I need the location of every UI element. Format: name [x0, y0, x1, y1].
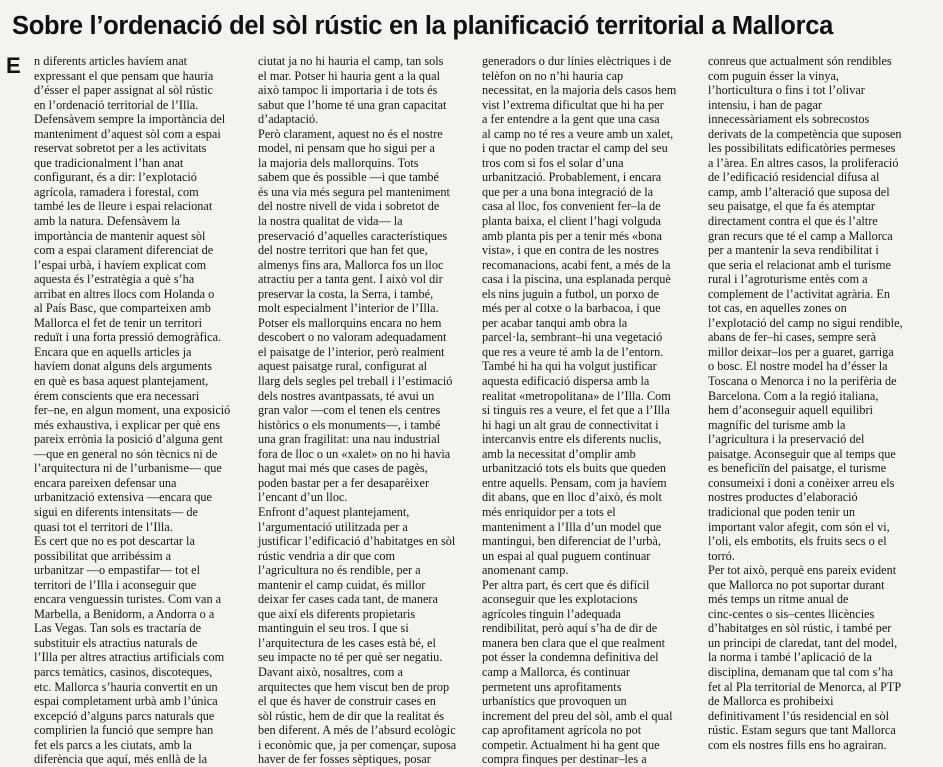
article-text-line: que així els diferents propietaris [258, 606, 416, 621]
article-text-line: de Mallorca es prohibeixi [708, 694, 834, 709]
article-text-line: en què es basa aquest plantejament, [34, 374, 209, 389]
article-text-line: intercanvis entre els diferents nuclis, [482, 432, 662, 447]
article-text-line: gran recurs que té el camp a Mallorca [708, 228, 893, 243]
article-text-line: l’arquitectura ni de l’urbanisme— que [34, 461, 222, 476]
article-text-line: atractiu per a tanta gent. I això vol dir [258, 272, 443, 287]
article-text-line: més enriquidor per a tots el [482, 504, 616, 519]
article-text-line: més temps un ritme anual de [708, 592, 849, 607]
article-text-line: paisatge. Aconseguir que al temps que [708, 446, 896, 461]
article-text-line: del nostre nivell de vida i sobretot de [258, 199, 440, 214]
article-text-line: entre aquells. Pensam, com ja havíem [482, 475, 667, 490]
article-text-line: descobert o no valoram adequadament [258, 330, 447, 345]
article-text-line: l’oli, els embotits, els fruits secs o el [708, 534, 887, 549]
article-text-line: nostres productes d’elaboració [708, 490, 858, 505]
article-text-line: això tampoc li importaria i de tots és [258, 83, 438, 98]
article-text-line: que tradicionalment l’han anat [34, 155, 184, 170]
article-text-line: camp, amb l’alteració que suposa del [708, 184, 890, 199]
article-text-line: Es cert que no es pot descartar la [34, 534, 195, 549]
article-text-line: com a espai clarament diferenciat de [34, 243, 214, 258]
article-text-line: directament contra el que és l’altre [708, 214, 878, 229]
article-column-1 [34, 54, 258, 767]
article-text-line: el mar. Potser hi hauria gent a la qual [258, 68, 440, 83]
article-text-line: érem conscients que era necessari [34, 388, 200, 403]
article-text-line: l’espai urbà, i havíem explicat com [34, 257, 207, 272]
article-text-line: hem d’aconseguir aquell equilibri [708, 403, 873, 418]
article-text-line: També hi ha qui ha volgut justificar [482, 359, 657, 374]
article-text-line: planta baixa, el client l’hagi volguda [482, 214, 661, 229]
article-text-line: ciutat ja no hi hauria el camp, tan sols [258, 54, 444, 68]
article-text-line: els nins juguin a futbol, un porxo de [482, 286, 659, 301]
article-text-line: urbanització tots els buits que queden [482, 461, 667, 476]
article-text-line: pot ésser la condemna definitiva del [482, 650, 659, 665]
article-text-line: fet els parcs a les ciutats, amb la [34, 737, 192, 752]
article-text-line: millor deixar–los per a guaret, garriga [708, 344, 894, 359]
article-text-line: l’encant d’un lloc. [258, 490, 348, 505]
article-text-line: havíem donat alguns dels arguments [34, 359, 213, 374]
article-text-line: l’Illa per altres atractius artificials com [34, 650, 225, 665]
article-text-line: magnífic del turisme amb la [708, 417, 846, 432]
article-text-line: és una via més segura pel manteniment [258, 184, 450, 199]
article-text-line: Marbella, a Benidorm, a Andorra o a [34, 606, 215, 621]
article-column-3 [482, 54, 706, 767]
article-text-line: com puguin ésser la vinya, [708, 68, 839, 83]
article-text-line: —que en general no són tècnics ni de [34, 446, 218, 461]
article-text-line: excepció d’alguns parcs naturals que [34, 708, 215, 723]
article-text-line: l’argumentació utilitzada per a [258, 519, 408, 534]
article-text-line: sabem que és possible —i que també [258, 170, 439, 185]
article-text-line: recomanacions, acabi fent, a més de la [482, 257, 671, 272]
article-column-2 [258, 54, 482, 767]
article-text-line: aconseguir que les explotacions [482, 592, 638, 607]
article-text-line: seu paisatge, el que fa és atemptar [708, 199, 876, 214]
article-text-line: Barcelona. Com a la regió italiana, [708, 388, 879, 403]
article-text-line: si tinguis res a veure, el fet que a l’Illa [482, 403, 670, 418]
article-text-line: encara venguessin turistes. Com van a [34, 592, 222, 607]
article-text-line: Davant això, nosaltres, com a [258, 664, 403, 679]
article-text-line: un principi de claredat, tant del model, [708, 635, 898, 650]
article-text-line: Defensàvem sempre la importància del [34, 112, 226, 127]
article-text-line: diferència que aquí, més enllà de la [34, 752, 208, 767]
article-text-line: un espai al qual puguem continuar [482, 548, 651, 563]
article-text-line: llarg dels segles pel treball i l’estimació [258, 374, 453, 389]
article-text-line: competir. Actualment hi ha gent que [482, 737, 660, 752]
article-text-line: aquest paisatge rural, configurat al [258, 359, 428, 374]
article-text-line: Encara que en aquells articles ja [34, 344, 192, 359]
article-text-line: etc. Mallorca s’hauria convertit en un [34, 679, 218, 694]
article-text-line: quasi tot el territori de l’Illa. [34, 519, 173, 534]
article-text-line: necessitat, en la majoria dels casos hem [482, 83, 677, 98]
article-text-line: molt especialment l’interior de l’Illa. [258, 301, 439, 316]
article-text-line: important valor afegit, com són el vi, [708, 519, 890, 534]
article-text-line: mantinguin el seu tros. I que si [258, 621, 409, 636]
article-text-line: històrics o els monuments—, i també [258, 417, 441, 432]
article-text-line: reservat sobretot per a les activitats [34, 141, 207, 156]
article-text-line: a l’àrea. En altres casos, la proliferació [708, 155, 899, 170]
article-text-line: vista», i que en contra de les nostres [482, 243, 659, 258]
article-text-line: amb la necessitat d’omplir amb [482, 446, 636, 461]
article-text-line: urbanització extensiva —encara que [34, 490, 212, 505]
article-text-line: l’agricultura no és rendible, per a [258, 563, 421, 578]
article-text-line: rústic. Estam segurs que tant Mallorca [708, 723, 896, 738]
article-text-line: increment del preu del sòl, amb el qual [482, 708, 673, 723]
article-text-line: urbanístics que provoquen un [482, 694, 627, 709]
article-text-line: territori de l’Illa i aconseguir que [34, 577, 197, 592]
article-text-line: l’arquitectura de les cases està bé, el [258, 635, 436, 650]
article-text-line: arquitectes que hem viscut ben de prop [258, 679, 450, 694]
article-text-line: que seria el relacionat amb el turisme [708, 257, 891, 272]
article-text-line: justificar l’edificació d’habitatges en sòl [258, 534, 456, 549]
article-text-line: abans de fer–hi cases, sempre serà [708, 330, 877, 345]
article-text-line: Las Vegas. Tan sols es tractaria de [34, 621, 202, 636]
article-text-line: urbanització. Probablement, i encara [482, 170, 662, 185]
article-text-line: disciplina, demanam que tal com s’ha [708, 664, 894, 679]
article-text-line: es beneficiïn del paisatge, el turisme [708, 461, 887, 476]
article-text-line: parcs temàtics, casinos, discoteques, [34, 664, 213, 679]
article-text-line: sabut que l’home té una gran capacitat [258, 97, 447, 112]
article-text-line: n diferents articles havíem anat [34, 54, 188, 68]
article-text-line: cap aprofitament agrícola no pot [482, 723, 642, 738]
article-text-line: deixar fer cases cada tant, de manera [258, 592, 438, 607]
article-text-line: d’adaptació. [258, 112, 319, 127]
article-text-line: configurant, és a dir: l’explotació [34, 170, 197, 185]
article-text-line: que res a veure té amb la de l’entorn. [482, 344, 664, 359]
article-text-line: reduït i una forta pressió demogràfica. [34, 330, 222, 345]
article-text-line: hagut mai més que cases de pagès, [258, 461, 428, 476]
article-text-line: l’horticultura o fins i tot l’olivar [708, 83, 865, 98]
article-text-line: a fer entendre a la gent que una casa [482, 112, 660, 127]
article-text-line: seu impacte no té per què ser negatiu. [258, 650, 443, 665]
article-text-line: per acabar tanqui amb obra la [482, 315, 628, 330]
article-text-line: urbanitzar —o empastifar— tot el [34, 563, 200, 578]
article-text-line: innecessàriament els sobrecostos [708, 112, 870, 127]
article-text-line: torró. [708, 548, 735, 563]
article-text-line: cinc-centes o sis–centes llicències [708, 606, 875, 621]
article-text-line: almenys fins ara, Mallorca fos un lloc [258, 257, 444, 272]
article-text-line: definitivament l’ús residencial en sòl [708, 708, 889, 723]
article-text-line: d’ésser el paper assignat al sòl rústic [34, 83, 213, 98]
article-text-line: Mallorca el fet de tenir un territori [34, 315, 203, 330]
article-text-line: Per altra part, és cert que és difícil [482, 577, 650, 592]
article-text-line: manteniment d’aquest sòl com a espai [34, 126, 221, 141]
article-text-line: rendibilitat, però aquí s’ha de dir de [482, 621, 658, 636]
article-text-line: tradicional que poden tenir un [708, 504, 855, 519]
article-text-line: derivats de la competència que suposen [708, 126, 902, 141]
headline: Sobre l’ordenació del sòl rústic en la planificació territorial a Mallorca [12, 12, 833, 40]
article-text-line: espai completament urbà amb l’única [34, 694, 218, 709]
article-text-line: substituir els atractius naturals de [34, 635, 198, 650]
article-text-line: gran valor —com el tenen els centres [258, 403, 441, 418]
article-text-line: parcel·la, sembrant–hi una vegetació [482, 330, 663, 345]
article-text-line: la majoria dels mallorquins. Tots [258, 155, 419, 170]
article-text-line: i econòmic que, ja per començar, suposa [258, 737, 457, 752]
article-text-line: per a mantenir la seva rendibilitat i [708, 243, 879, 258]
article-text-line: sigui en diferents intensitats— de [34, 504, 198, 519]
article-text-line: tot cas, en aquelles zones on [708, 301, 847, 316]
article-text-line: aquesta és l’estratègia a què s’ha [34, 272, 195, 287]
article-text-line: complement de l’activitat agrària. En [708, 286, 890, 301]
article-text-line: Potser els mallorquins encara no hem [258, 315, 442, 330]
article-text-line: dit abans, que en lloc d’això, és molt [482, 490, 662, 505]
article-text-line: importància de mantenir aquest sòl [34, 228, 206, 243]
article-text-line: preservar la costa, la Serra, i també, [258, 286, 434, 301]
article-text-line: possibilitat que arribéssim a [34, 548, 172, 563]
article-column-4 [708, 54, 934, 752]
article-text-line: el paisatge de l’interior, però realment [258, 344, 445, 359]
article-text-line: fer–ne, en algun moment, una exposició [34, 403, 231, 418]
article-text-line: dels nostres avantpassats, té avui un [258, 388, 435, 403]
article-text-line: amb la natura. Defensàvem la [34, 214, 180, 229]
article-text-line: mantingui, ben diferenciat de l’urbà, [482, 534, 661, 549]
article-text-line: i que no poden tractar el camp del seu [482, 141, 668, 156]
article-text-line: permetent uns aprofitaments [482, 679, 622, 694]
article-text-line: sòl rústic, hem de dir que la realitat és [258, 708, 445, 723]
article-text-line: Toscana o Menorca i no la perifèria de [708, 374, 897, 389]
article-text-line: arribat en altres llocs com Holanda o [34, 286, 215, 301]
article-text-line: complirien la funció que sempre han [34, 723, 214, 738]
drop-cap: E [6, 53, 21, 78]
article-text-line: preservació d’aquelles característiques [258, 228, 448, 243]
article-text-line: més exhaustiva, i explicar per què ens [34, 417, 221, 432]
article-text-line: realitat «metropolitana» de l’Illa. Com [482, 388, 671, 403]
article-text-line: Per tot això, perquè ens pareix evident [708, 563, 897, 578]
article-text-line: amb planta pis per a tenir més «bona [482, 228, 662, 243]
article-text-line: al camp no té res a veure amb un xalet, [482, 126, 674, 141]
article-text-line: rural i l’agroturisme entès com a [708, 272, 868, 287]
article-text-line: rústic vendria a dir que com [258, 548, 396, 563]
article-text-line: encara pareixen defensar una [34, 475, 177, 490]
article-text-line: hi hagi un alt grau de connectivitat i [482, 417, 659, 432]
article-text-line: que per a una bona integració de la [482, 184, 654, 199]
article-text-line: també les de lleure i espai relacionat [34, 199, 213, 214]
article-text-line: model, ni pensam que ho sigui per a [258, 141, 435, 156]
article-text-line: agrícoles tinguin l’adequada [482, 606, 621, 621]
article-text-line: el que és haver de construir cases en [258, 694, 436, 709]
article-text-line: pareix errònia la posició d’alguna gent [34, 432, 223, 447]
article-text-line: poden bastar per a fer desaparèixer [258, 475, 430, 490]
article-text-line: camp a Mallorca, és continuar [482, 664, 630, 679]
article-text-line: telèfon on no n’hi hauria cap [482, 68, 624, 83]
article-text-line: la nostra qualitat de vida— la [258, 214, 403, 229]
article-text-line: manteniment a l’Illa d’un model que [482, 519, 662, 534]
article-text-line: tros com si fos el solar d’una [482, 155, 624, 170]
article-text-line: mantenir el camp cuidat, és millor [258, 577, 426, 592]
article-text-line: haver de fer fosses sèptiques, posar [258, 752, 431, 767]
article-text-line: casa i la piscina, una esplanada perquè [482, 272, 671, 287]
article-text-line: fora de lloc o un «xalet» on no hi havia [258, 446, 451, 461]
article-text-line: ben diferent. A més de l’absurd ecològic [258, 723, 456, 738]
article-text-line: aquesta edificació dispersa amb la [482, 374, 650, 389]
article-text-line: del nostre territori que han fet que, [258, 243, 428, 258]
article-text-line: Enfront d’aquest plantejament, [258, 504, 410, 519]
article-text-line: al País Basc, que comparteixen amb [34, 301, 211, 316]
article-text-line: generadors o dur línies elèctriques i de [482, 54, 672, 68]
article-text-line: en l’ordenació territorial de l’Illa. [34, 97, 199, 112]
article-text-line: com els nostres fills ens ho agrairan. [708, 737, 887, 752]
article-text-line: compra finques per destinar–les a [482, 752, 647, 767]
article-text-line: consumeixi i doni a conèixer arreu els [708, 475, 895, 490]
article-text-line: vist l’extrema dificultat que hi ha per [482, 97, 664, 112]
article-text-line: l’explotació del camp no sigui rendible, [708, 315, 903, 330]
article-text-line: o bosc. El nostre model ha d’ésser la [708, 359, 888, 374]
article-text-line: més per al cotxe o la barbacoa, i que [482, 301, 661, 316]
article-text-line: la norma i també l’aplicació de la [708, 650, 872, 665]
article-text-line: una gran fragilitat: una nau industrial [258, 432, 440, 447]
article-text-line: fet al Pla territorial de Menorca, al PTP [708, 679, 902, 694]
article-text-line: agrícola, ramadera i forestal, com [34, 184, 199, 199]
article-text-line: manera ben clara que el que realment [482, 635, 665, 650]
article-text-line: anomenant camp. [482, 563, 569, 578]
article-text-line: de l’edificació residencial difusa al [708, 170, 880, 185]
article-text-line: que Mallorca no pot suportar durant [708, 577, 885, 592]
article-text-line: conreus que actualment són rendibles [708, 54, 892, 68]
article-text-line: les possibilitats edificatòries permeses [708, 141, 896, 156]
article-text-line: d’habitatges en sòl rústic, i també per [708, 621, 892, 636]
article-text-line: l’agricultura i la preservació del [708, 432, 865, 447]
article-text-line: Però clarament, aquest no és el nostre [258, 126, 443, 141]
article-text-line: intensiu, i han de pagar [708, 97, 822, 112]
article-text-line: expressant el que pensam que hauria [34, 68, 214, 83]
article-text-line: casa al lloc, fos convenient fer–la de [482, 199, 661, 214]
